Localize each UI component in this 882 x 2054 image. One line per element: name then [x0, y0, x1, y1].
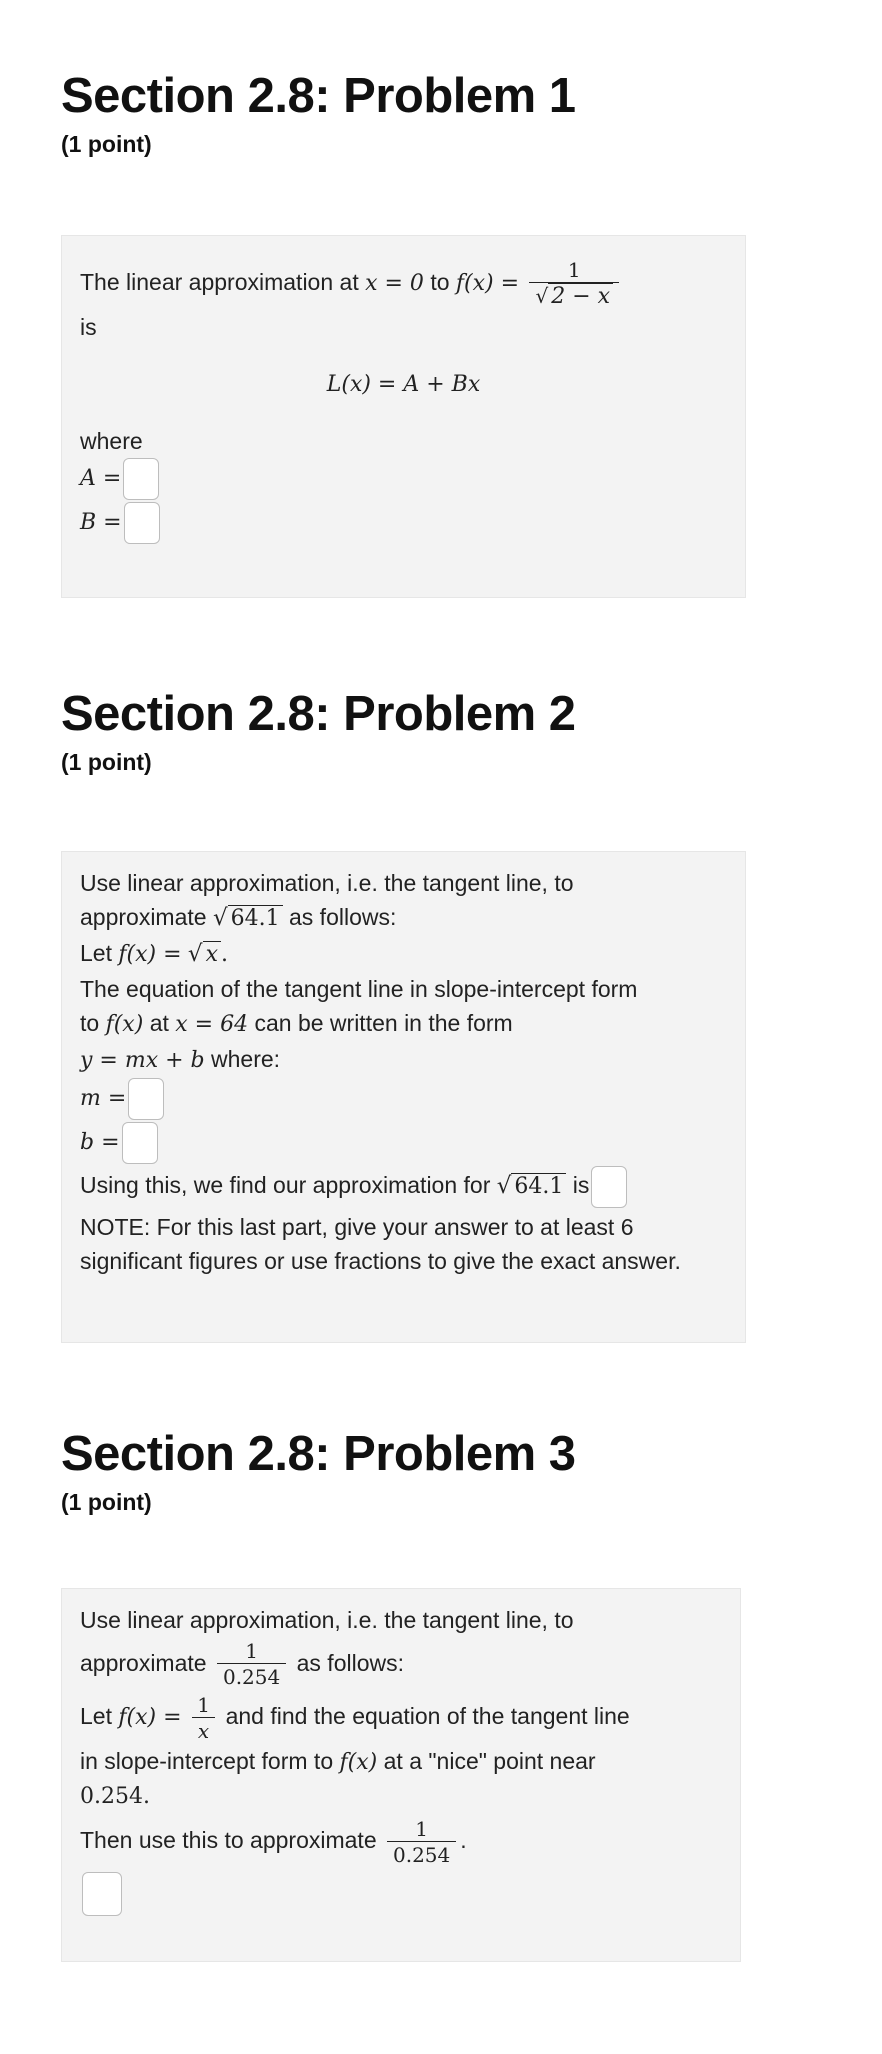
p3-let-num: 1: [197, 1692, 210, 1717]
p2-using-sqrt-val: 64.1: [511, 1173, 566, 1199]
p1-a-answer-input[interactable]: [123, 458, 159, 500]
p1-is-word: is: [80, 314, 97, 340]
problem-2-points: (1 point): [61, 749, 152, 775]
p1-intro-line: [80, 258, 727, 310]
p1-at-var: x = 0: [365, 271, 424, 297]
p3-then-line: [80, 1814, 722, 1867]
p3-then-pre: Then use this to approximate: [80, 1827, 377, 1854]
p3-line5: 0.254.: [80, 1784, 150, 1810]
p1-where-word: where: [80, 428, 143, 454]
p3-frac-den: 0.254: [217, 1663, 286, 1690]
problem-2-title: Section 2.8: Problem 2: [61, 687, 576, 741]
p2-m-answer-input[interactable]: [128, 1078, 164, 1120]
p2-sqrt-val: 64.1: [228, 905, 283, 931]
sqrt-sign-icon: √: [535, 284, 549, 308]
problem-3-points: (1 point): [61, 1489, 152, 1515]
problem-2-body: [61, 851, 746, 1343]
p2-line5-f: f(x): [105, 1012, 144, 1037]
p2-let-sqrt-body: x: [203, 941, 221, 967]
p2-line5-at: at: [149, 1010, 169, 1036]
p1-frac-den: [529, 282, 619, 310]
p1-a-label: A =: [80, 466, 122, 492]
p2-line6: [80, 1042, 727, 1078]
sqrt-sign-icon: √: [212, 905, 228, 931]
p2-let-word: Let: [80, 940, 112, 966]
p3-then-fraction: [387, 1817, 456, 1868]
p2-line1: Use linear approximation, i.e. the tangent line, to: [80, 870, 574, 896]
p2-line6-eq: y = mx + b: [80, 1048, 205, 1073]
p2-sqrt: [213, 901, 283, 936]
p1-b-label: B =: [80, 510, 122, 536]
p3-frac-num: 1: [245, 1639, 258, 1664]
p3-answer-input[interactable]: [82, 1872, 122, 1916]
p1-intro-text: The linear approximation at: [80, 269, 359, 296]
p3-let-fraction: [192, 1693, 215, 1744]
p3-then-den: 0.254: [387, 1841, 456, 1868]
p2-b-row: [80, 1122, 727, 1166]
problem-2-header: [61, 687, 576, 776]
p3-then-num: 1: [415, 1816, 428, 1841]
p3-line4-f: f(x): [339, 1750, 378, 1776]
p3-line2: [80, 1637, 722, 1690]
p2-note: NOTE: For this last part, give your answer to at least 6 significant figures or use fractions to give the exact answer.: [80, 1214, 681, 1274]
sqrt-sign-icon: √: [187, 941, 203, 967]
p2-line6-post: where:: [211, 1046, 281, 1072]
p2-using-post: is: [572, 1172, 590, 1199]
p3-approx-fraction: [217, 1639, 286, 1690]
p2-line4: The equation of the tangent line in slope-intercept form: [80, 976, 638, 1002]
p1-fraction: [529, 258, 619, 310]
p1-to-word: to: [430, 269, 450, 296]
p3-let-line: [80, 1690, 722, 1744]
p3-let-word: Let: [80, 1703, 112, 1730]
p2-line5: [80, 1006, 727, 1042]
p3-line4-post: at a "nice" point near: [383, 1748, 596, 1775]
p3-line4-pre: in slope-intercept form to: [80, 1748, 334, 1775]
p1-func-lhs: f(x) =: [455, 271, 520, 297]
problem-3-body: [61, 1588, 741, 1962]
p2-b-label: b =: [80, 1130, 120, 1156]
p3-line1: Use linear approximation, i.e. the tangent line, to: [80, 1607, 574, 1633]
p2-line2-pre: approximate: [80, 904, 207, 930]
p1-formula-text: L(x) = A + Bx: [326, 372, 481, 397]
p2-let-period: .: [221, 942, 228, 967]
p3-then-post: .: [460, 1827, 467, 1854]
p2-approx-answer-input[interactable]: [591, 1166, 627, 1208]
p2-m-label: m =: [80, 1086, 127, 1112]
p3-line4: [80, 1744, 722, 1780]
p1-a-row: [80, 458, 727, 502]
p2-line2-post: as follows:: [289, 904, 397, 930]
p3-let-den: x: [192, 1717, 215, 1744]
p2-let-sqrt: [188, 937, 221, 972]
p2-b-answer-input[interactable]: [122, 1122, 158, 1164]
p2-let-line: [80, 936, 727, 972]
sqrt-sign-icon: √: [496, 1173, 512, 1200]
p3-let-lhs: f(x) =: [118, 1705, 182, 1731]
p2-line2: [80, 900, 727, 936]
p2-m-row: [80, 1078, 727, 1122]
p2-line5-x: x = 64: [175, 1012, 249, 1037]
p2-line5-pre: to: [80, 1010, 100, 1036]
p2-using-line: [80, 1166, 727, 1210]
p2-using-pre: Using this, we find our approximation for: [80, 1172, 491, 1199]
p1-sqrt: [535, 283, 613, 310]
problem-3-header: [61, 1427, 576, 1516]
p3-line2-post: as follows:: [296, 1650, 404, 1676]
p1-b-answer-input[interactable]: [124, 502, 160, 544]
problem-1-body: [61, 235, 746, 598]
p1-sqrt-body: 2 − x: [548, 283, 613, 309]
p1-b-row: [80, 502, 727, 546]
p1-formula: [80, 366, 727, 402]
p1-frac-num: 1: [567, 258, 581, 282]
p3-let-post: and find the equation of the tangent line: [225, 1703, 630, 1730]
p2-let-lhs: f(x) =: [118, 942, 182, 967]
problem-1-points: (1 point): [61, 131, 152, 157]
p3-answer-row: [80, 1872, 722, 1916]
problem-3-title: Section 2.8: Problem 3: [61, 1427, 576, 1481]
problem-1-title: Section 2.8: Problem 1: [61, 69, 576, 123]
problem-1-header: [61, 69, 576, 158]
p2-line5-post: can be written in the form: [254, 1010, 513, 1036]
p3-line2-pre: approximate: [80, 1650, 207, 1676]
p2-using-sqrt: [497, 1169, 567, 1204]
